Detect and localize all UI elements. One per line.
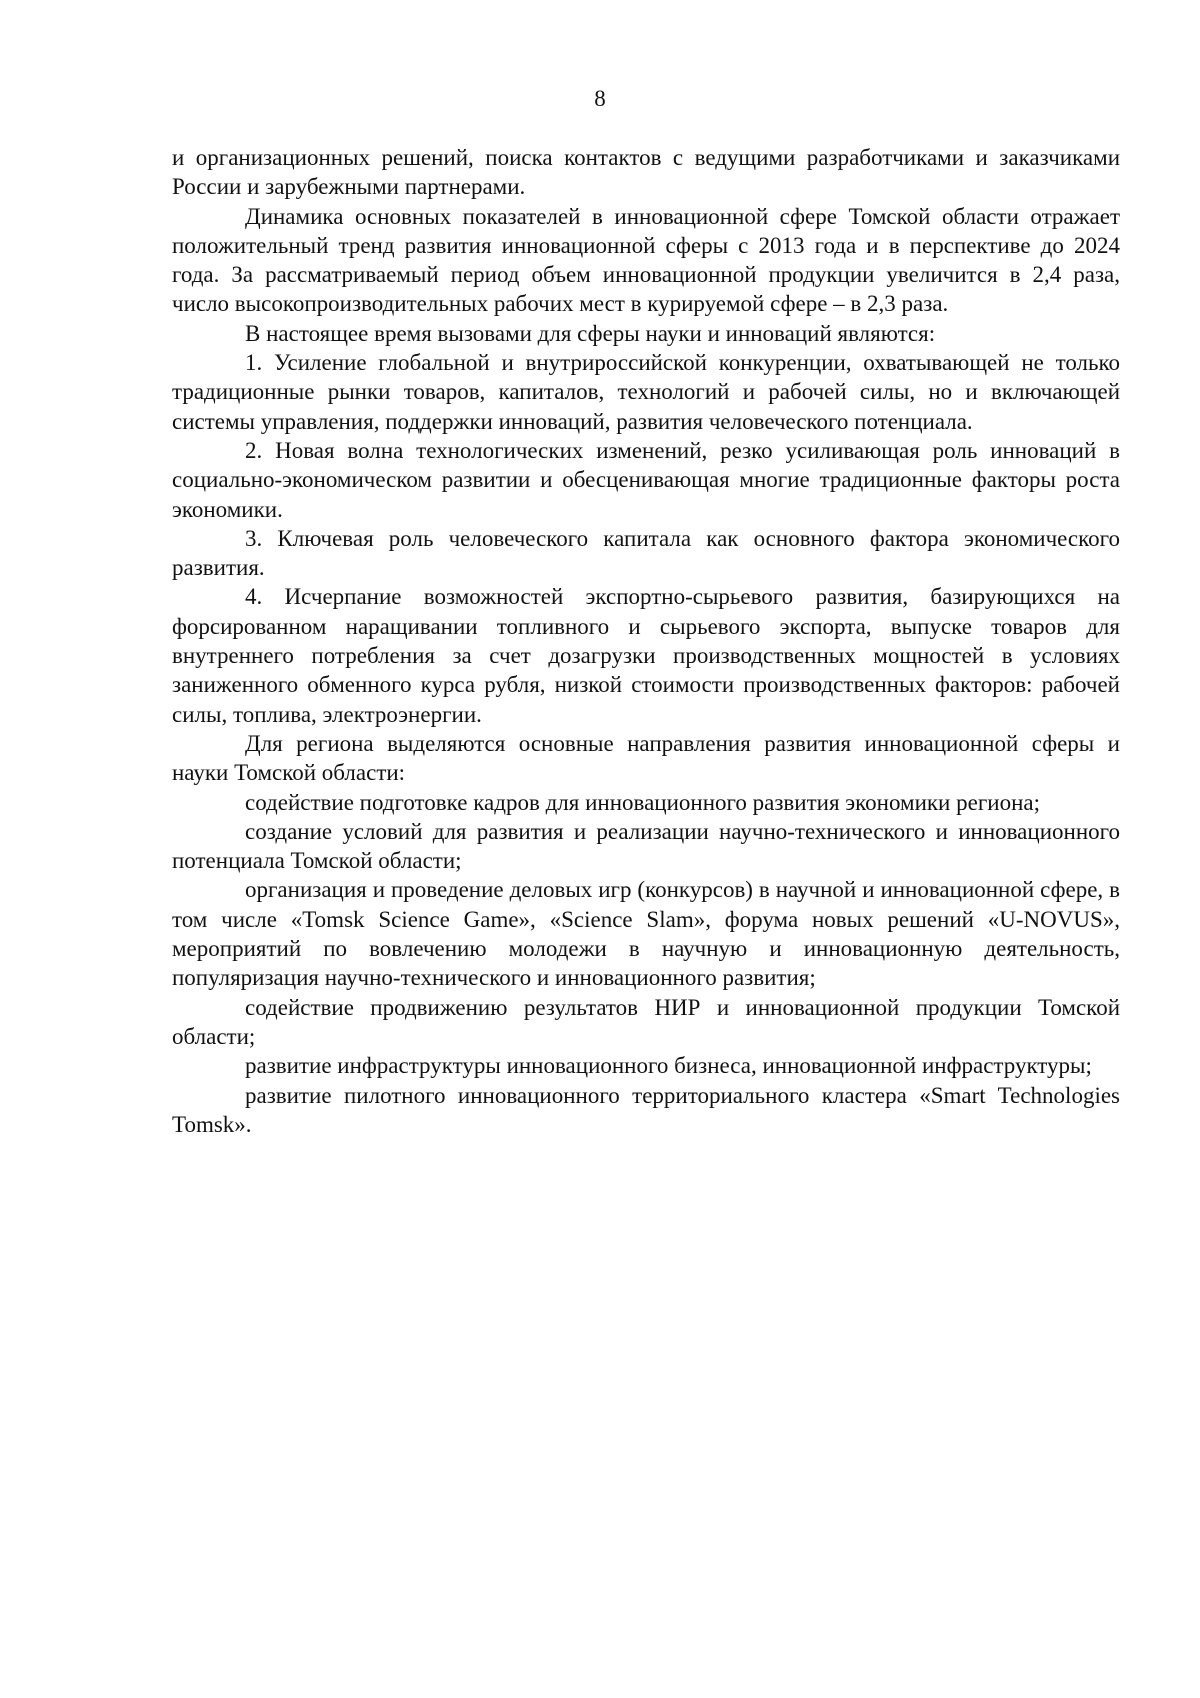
list-item-challenge-2: 2. Новая волна технологических изменений, резко усиливающая роль инноваций в социально-экономическом развитии и обесценивающая многие традиционные факторы роста экономики. bbox=[172, 437, 1120, 522]
body-text bbox=[172, 143, 1120, 1139]
paragraph-dynamics: Динамика основных показателей в инновационной сфере Томской области отражает положительный тренд развития инновационной сферы с 2013 года и в перспективе до 2024 года. За рассматриваемый период объем инновационной продукции увеличится в 2,4 раза, число высокопроизводительных рабочих мест в курируемой сфере – в 2,3 раза. bbox=[172, 203, 1120, 317]
list-item-direction-4: содействие продвижению результатов НИР и инновационной продукции Томской области; bbox=[172, 994, 1120, 1049]
list-item-challenge-1: 1. Усиление глобальной и внутрироссийской конкуренции, охватывающей не только традиционные рынки товаров, капиталов, технологий и рабочей силы, но и включающей системы управления, поддержки инноваций, развития человеческого потенциала. bbox=[172, 350, 1120, 434]
list-item-direction-6: развитие пилотного инновационного территориального кластера «Smart Technologies Tomsk». bbox=[172, 1082, 1120, 1137]
list-item-direction-1: содействие подготовке кадров для инновационного развития экономики региона; bbox=[245, 789, 1040, 815]
list-item-challenge-3: 3. Ключевая роль человеческого капитала как основного фактора экономического развития. bbox=[172, 525, 1120, 581]
page-number: 8 bbox=[594, 86, 606, 111]
list-item-direction-2: создание условий для развития и реализации научно-технического и инновационного потенциала Томской области; bbox=[172, 818, 1120, 874]
paragraph-continuation: и организационных решений, поиска контактов с ведущими разработчиками и заказчиками России и зарубежными партнерами. bbox=[172, 145, 1120, 200]
paragraph-directions-intro: Для региона выделяются основные направления развития инновационной сферы и науки Томской области: bbox=[172, 730, 1120, 786]
list-item-direction-3: организация и проведение деловых игр (конкурсов) в научной и инновационной сфере, в том числе «Tomsk Science Game», «Science Slam», форума новых решений «U-NOVUS», мероприятий по вовлечению молодежи в научную и инновационную деятельность, популяризация научно-технического и инновационного развития; bbox=[172, 877, 1120, 991]
list-item-challenge-4: 4. Исчерпание возможностей экспортно-сырьевого развития, базирующихся на форсированном наращивании топливного и сырьевого экспорта, выпуске товаров для внутреннего потребления за счет дозагрузки производственных мощностей в условиях заниженного обменного курса рубля, низкой стоимости производственных факторов: рабочей силы, топлива, электроэнергии. bbox=[172, 584, 1120, 727]
list-item-direction-5: развитие инфраструктуры инновационного бизнеса, инновационной инфраструктуры; bbox=[245, 1053, 1092, 1079]
paragraph-challenges-intro: В настоящее время вызовами для сферы науки и инноваций являются: bbox=[245, 320, 936, 346]
